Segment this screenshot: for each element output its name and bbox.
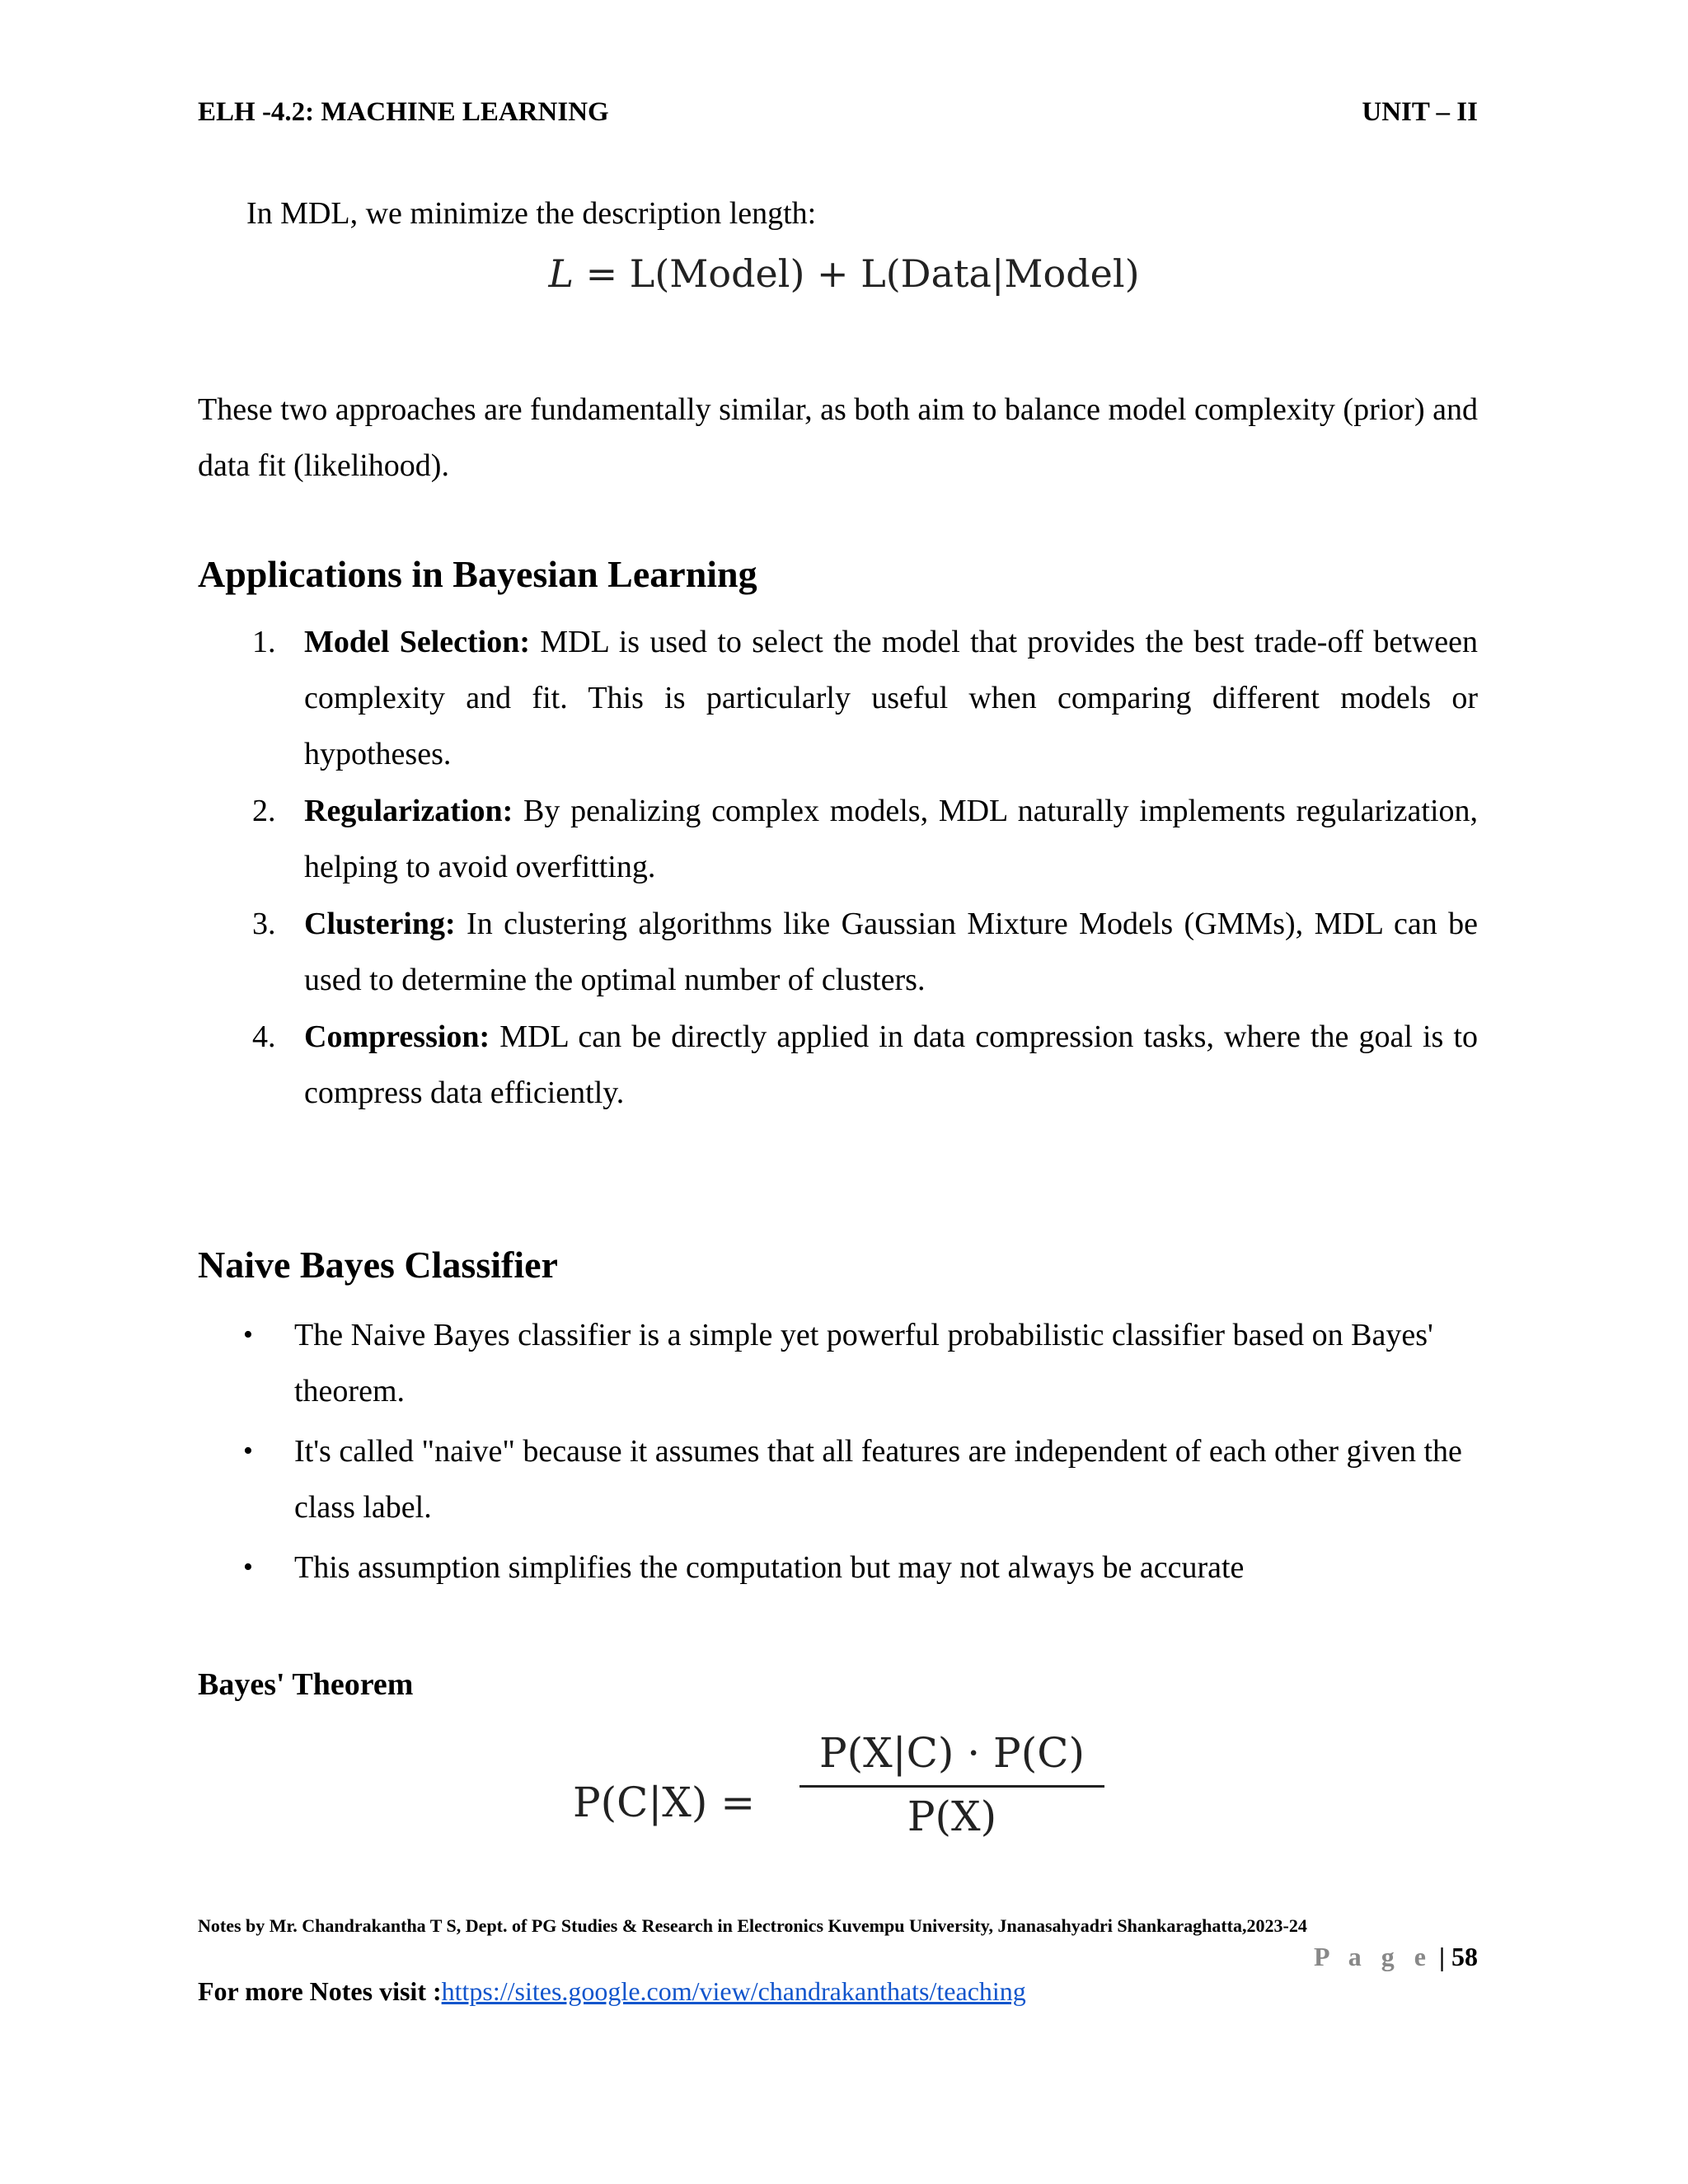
page-number <box>1314 1942 1478 1972</box>
list-item <box>198 1423 1478 1535</box>
bayes-denominator: P(X) <box>907 1793 997 1840</box>
more-notes-label: For more Notes visit : <box>198 1976 442 2006</box>
list-term: Regularization: <box>304 794 513 828</box>
list-text: This assumption simplifies the computation but may not always be accurate <box>294 1550 1245 1585</box>
more-notes <box>198 1976 1026 2007</box>
bullet-icon: • <box>243 1552 253 1582</box>
list-item <box>198 1307 1478 1419</box>
page-label: P a g e <box>1313 1942 1432 1971</box>
list-text: By penalizing complex models, MDL naturally implements regularization, helping to avoid overfitting. <box>304 794 1478 884</box>
mdl-intro: In MDL, we minimize the description length: <box>246 196 817 231</box>
page-separator: | <box>1432 1942 1451 1971</box>
bayes-formula-lhs: P(C|X) = <box>573 1779 756 1826</box>
applications-heading: Applications in Bayesian Learning <box>198 553 757 595</box>
list-term: Model Selection: <box>304 625 531 659</box>
unit-header: UNIT – II <box>1362 97 1478 127</box>
bayes-fraction <box>799 1729 1104 1840</box>
list-number: 4. <box>252 1019 276 1054</box>
page-number-value: 58 <box>1451 1942 1478 1971</box>
list-term: Compression: <box>304 1019 490 1054</box>
bayes-theorem-heading: Bayes' Theorem <box>198 1667 414 1702</box>
list-text: The Naive Bayes classifier is a simple yet powerful probabilistic classifier based on Bayes' theorem. <box>294 1318 1433 1408</box>
fraction-bar <box>799 1785 1104 1788</box>
mdl-formula-rhs: = L(Model) + L(Data|Model) <box>585 251 1140 296</box>
list-item <box>198 783 1478 895</box>
list-item <box>198 614 1478 782</box>
list-text: It's called "naive" because it assumes that all features are independent of each other given the class label. <box>294 1434 1462 1525</box>
naive-bayes-heading: Naive Bayes Classifier <box>198 1244 558 1286</box>
teaching-link[interactable]: https://sites.google.com/view/chandrakanthats/teaching <box>441 1976 1026 2006</box>
list-text: MDL is used to select the model that provides the best trade-off between complexity and fit. This is particularly useful when comparing different models or hypotheses. <box>304 625 1478 771</box>
list-item <box>198 1009 1478 1121</box>
list-text: In clustering algorithms like Gaussian Mixture Models (GMMs), MDL can be used to determine the optimal number of clusters. <box>304 907 1478 997</box>
list-item <box>198 896 1478 1008</box>
list-number: 2. <box>252 794 276 828</box>
mdl-summary: These two approaches are fundamentally similar, as both aim to balance model complexity (prior) and data fit (likelihood). <box>198 392 1478 483</box>
list-number: 1. <box>252 625 276 659</box>
list-number: 3. <box>252 907 276 941</box>
footer-notes: Notes by Mr. Chandrakantha T S, Dept. of PG Studies & Research in Electronics Kuvempu University, Jnanasahyadri Shankaraghatta,2023-24 <box>198 1915 1307 1936</box>
mdl-formula <box>0 251 1688 296</box>
mdl-formula-lhs: L <box>548 251 574 296</box>
bullet-icon: • <box>243 1436 253 1466</box>
list-item <box>198 1540 1478 1596</box>
course-header: ELH -4.2: MACHINE LEARNING <box>198 97 609 127</box>
bullet-icon: • <box>243 1319 253 1350</box>
list-text: MDL can be directly applied in data compression tasks, where the goal is to compress data efficiently. <box>304 1019 1478 1110</box>
list-term: Clustering: <box>304 907 456 941</box>
bayes-numerator: P(X|C) · P(C) <box>819 1729 1085 1777</box>
